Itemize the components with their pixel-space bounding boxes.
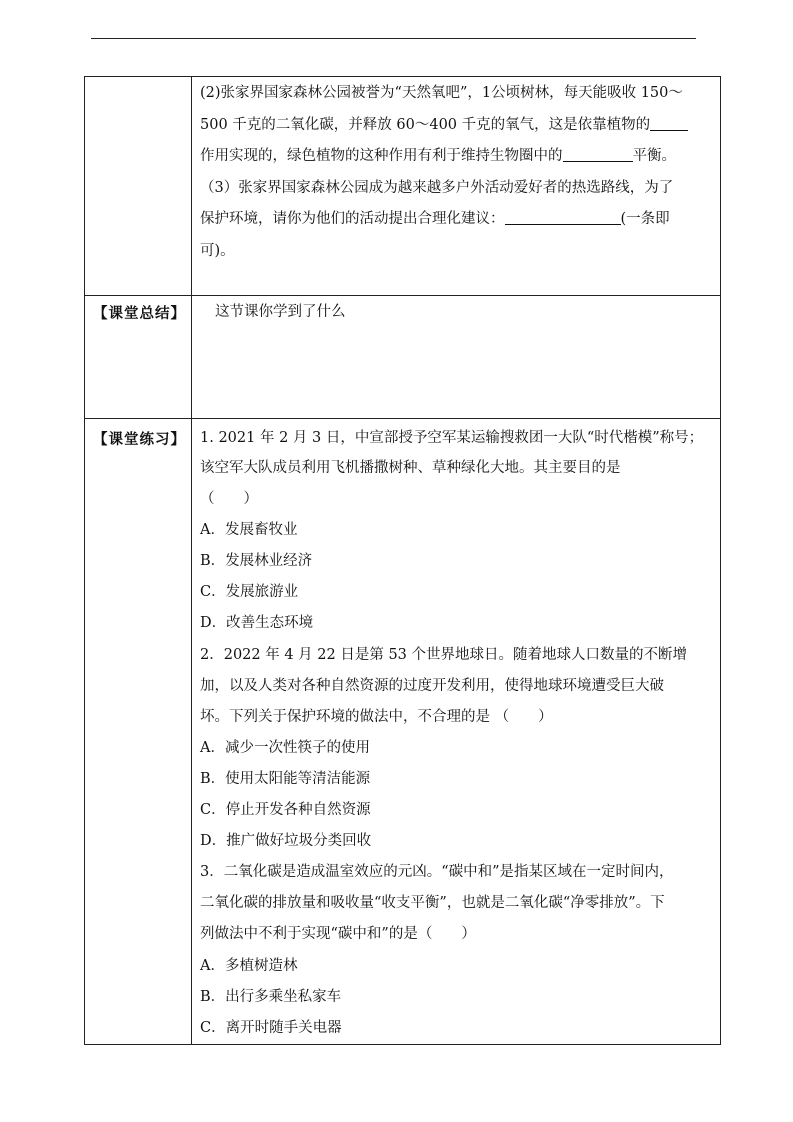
exercise-1-option-c[interactable]: C．发展旅游业 xyxy=(200,584,299,600)
exercise-2-line-2: 加，以及人类对各种自然资源的过度开发利用，使得地球环境遭受巨大破 xyxy=(200,678,664,694)
question-2-line-3 xyxy=(200,146,676,166)
exercise-2-option-a[interactable]: A．减少一次性筷子的使用 xyxy=(200,740,370,756)
table-border-left xyxy=(84,76,85,1045)
section-label-summary: 【课堂总结】 xyxy=(93,305,186,322)
question-2-line-1: (2)张家界国家森林公园被誉为“天然氧吧”，1公顷树林，每天能吸收 150～ xyxy=(200,85,683,101)
summary-prompt: 这节课你学到了什么 xyxy=(215,304,346,320)
question-3-line-1: （3）张家界国家森林公园成为越来越多户外活动爱好者的热选路线，为了 xyxy=(200,180,674,196)
exercise-1-option-a[interactable]: A．发展畜牧业 xyxy=(200,522,298,538)
exercise-1-option-d[interactable]: D．改善生态环境 xyxy=(200,615,314,631)
page-header-rule xyxy=(91,38,696,39)
table-border-top xyxy=(84,76,721,77)
section-label-exercise: 【课堂练习】 xyxy=(93,431,186,448)
question-3-line-2-text: 保护环境，请你为他们的活动提出合理化建议： xyxy=(200,211,505,227)
exercise-1-answer-bracket: （ ） xyxy=(200,491,258,507)
answer-blank-2[interactable] xyxy=(563,147,633,162)
table-column-divider xyxy=(191,76,192,1045)
exercise-2-option-c[interactable]: C．停止开发各种自然资源 xyxy=(200,802,371,818)
exercise-1-option-b[interactable]: B．发展林业经济 xyxy=(200,553,313,569)
question-3-line-2 xyxy=(200,209,670,229)
question-3-line-2-end: (一条即 xyxy=(620,211,670,227)
answer-blank-1[interactable] xyxy=(650,116,688,131)
exercise-2-line-3: 坏。下列关于保护环境的做法中，不合理的是 （ ） xyxy=(200,709,553,725)
answer-blank-3[interactable] xyxy=(505,210,621,225)
exercise-2-option-b[interactable]: B．使用太阳能等清洁能源 xyxy=(200,771,371,787)
exercise-2-line-1: 2．2022 年 4 月 22 日是第 53 个世界地球日。随着地球人口数量的不断增 xyxy=(200,647,688,663)
question-2-line-2-text: 500 千克的二氧化碳，并释放 60～400 千克的氧气，这是依靠植物的 xyxy=(200,117,651,133)
exercise-3-option-b[interactable]: B．出行多乘坐私家车 xyxy=(200,989,342,1005)
exercise-3-line-2: 二氧化碳的排放量和吸收量“收支平衡”，也就是二氧化碳“净零排放”。下 xyxy=(200,895,665,911)
exercise-3-line-3: 列做法中不利于实现“碳中和”的是（ ） xyxy=(200,926,476,942)
exercise-2-option-d[interactable]: D．推广做好垃圾分类回收 xyxy=(200,833,372,849)
exercise-1-line-1: 1. 2021 年 2 月 3 日，中宣部授予空军某运输搜救团一大队“时代楷模”称号； xyxy=(200,430,704,446)
question-2-line-3-text: 作用实现的，绿色植物的这种作用有利于维持生物圈中的 xyxy=(200,148,563,164)
table-border-bottom xyxy=(84,1044,721,1045)
exercise-1-line-2: 该空军大队成员利用飞机播撒树种、草种绿化大地。其主要目的是 xyxy=(200,460,621,476)
table-border-right xyxy=(720,76,721,1045)
table-row-divider-1 xyxy=(84,295,721,296)
question-3-line-3: 可)。 xyxy=(200,243,235,259)
exercise-3-option-a[interactable]: A．多植树造林 xyxy=(200,958,298,974)
exercise-3-option-c[interactable]: C．离开时随手关电器 xyxy=(200,1020,342,1036)
exercise-3-line-1: 3．二氧化碳是造成温室效应的元凶。“碳中和”是指某区域在一定时间内， xyxy=(200,864,674,880)
question-2-line-2 xyxy=(200,115,688,135)
question-2-line-3-end: 平衡。 xyxy=(632,148,676,164)
table-row-divider-2 xyxy=(84,418,721,419)
